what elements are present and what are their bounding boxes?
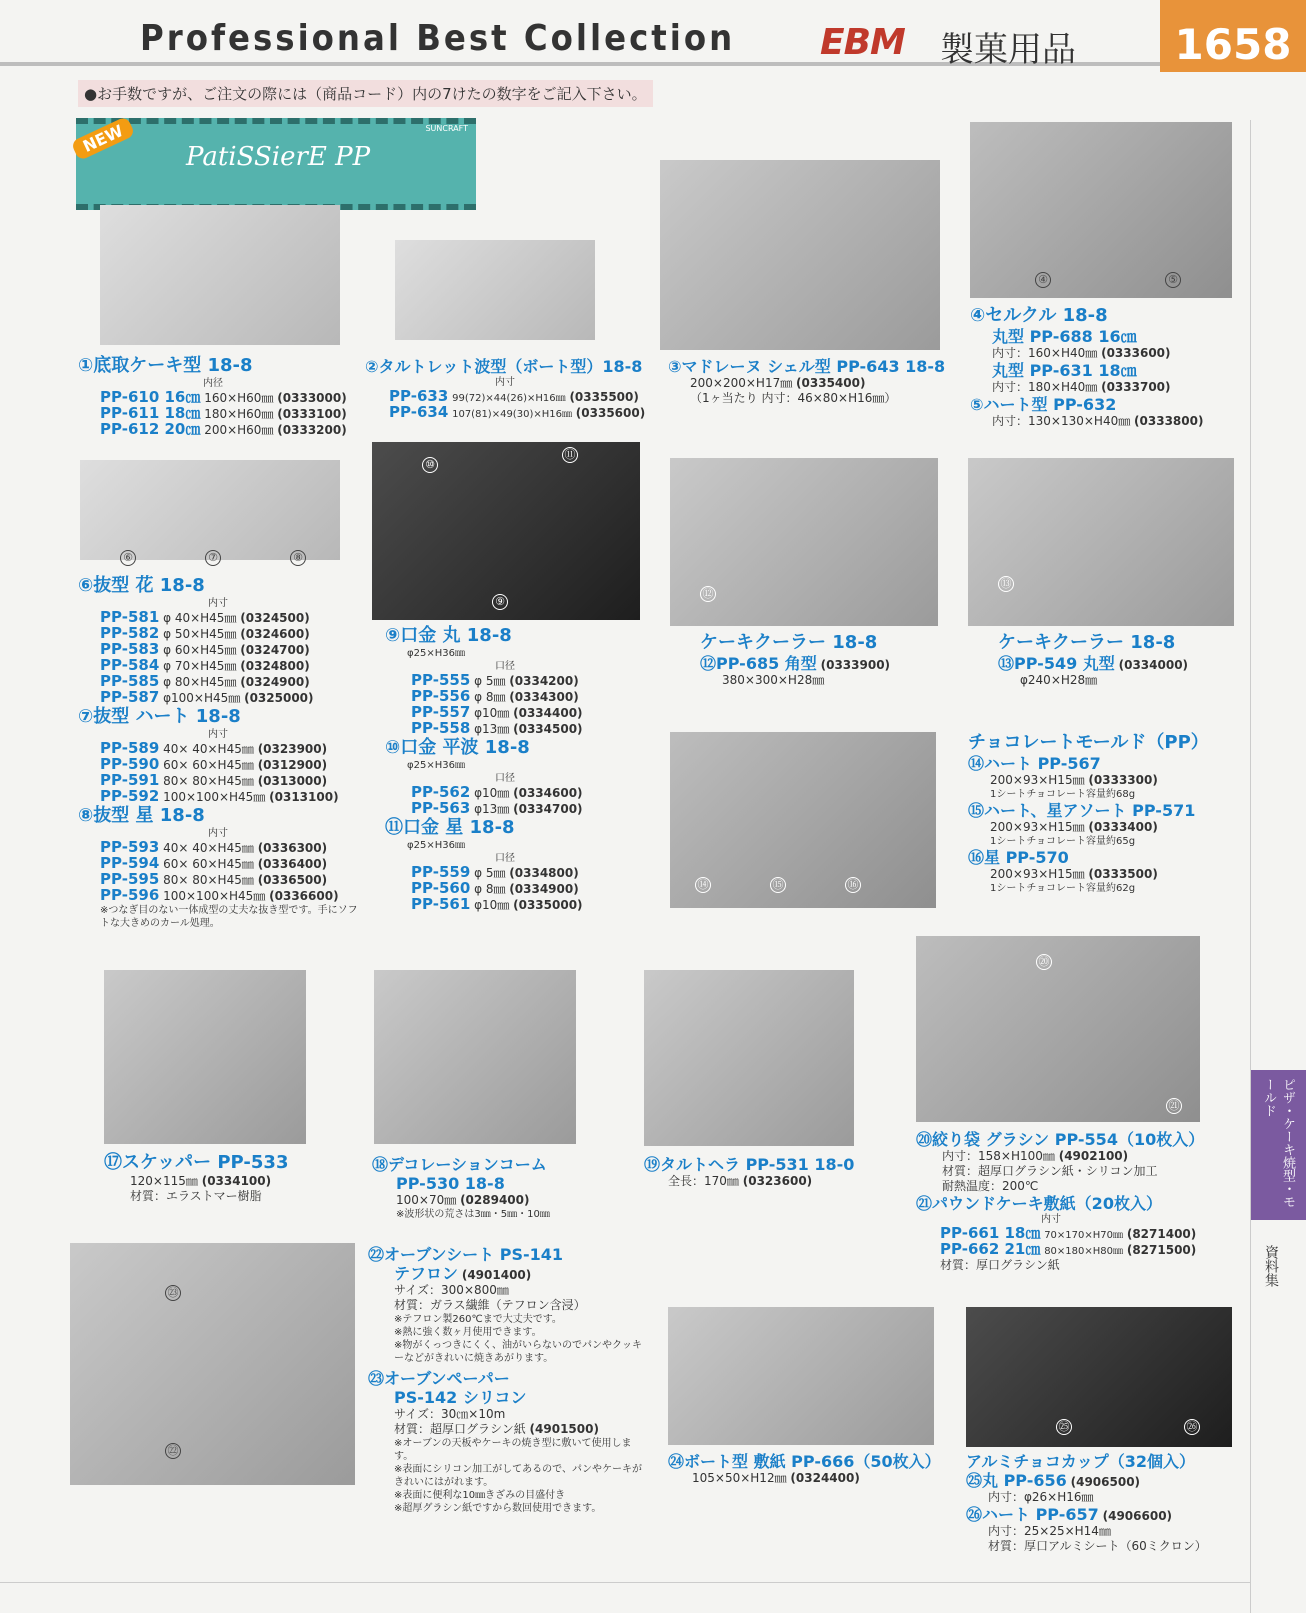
product-sub: 口径 <box>495 661 515 672</box>
size: φ 8㎜ <box>474 690 506 704</box>
product-22-23 <box>368 1245 643 1515</box>
product-title: ⑤ハート型 PP-632 <box>970 395 1117 414</box>
photo-scraper <box>104 970 306 1144</box>
code: PP-581 <box>100 608 160 626</box>
code: PP-562 <box>411 783 471 801</box>
spec: 200×93×H15㎜ <box>990 773 1085 787</box>
code: PP-595 <box>100 870 160 888</box>
note: ※波形状の荒さは3㎜・5㎜・10㎜ <box>396 1209 550 1220</box>
product-title: ケーキクーラー 18-8 <box>700 632 878 653</box>
product-title: ⑨口金 丸 18-8 <box>385 625 512 646</box>
product-title: ⑱デコレーションコーム <box>372 1155 547 1174</box>
id: (0333900) <box>820 658 891 672</box>
id: (0335600) <box>575 406 646 420</box>
id: (0333300) <box>1088 773 1158 787</box>
label-20: ⑳ <box>1036 954 1052 970</box>
variant-title: 丸型 PP-688 16㎝ <box>992 327 1137 346</box>
variant-title: ⑯星 PP-570 <box>968 848 1069 867</box>
product-sub: 口径 <box>495 853 515 864</box>
code: PP-585 <box>100 672 160 690</box>
size: 60× 60×H45㎜ <box>163 857 254 871</box>
product-3 <box>668 357 958 406</box>
size: 40× 40×H45㎜ <box>163 841 254 855</box>
id: (0324400) <box>790 1471 860 1485</box>
photo-choco-molds <box>670 732 936 908</box>
size: 80×180×H80㎜ <box>1044 1246 1124 1257</box>
product-title: ①底取ケーキ型 18-8 <box>78 355 253 376</box>
photo-comb <box>374 970 576 1144</box>
code: PP-611 18㎝ <box>100 404 201 422</box>
code: PP-530 18-8 <box>396 1174 505 1193</box>
photo-cooler-square <box>670 458 938 626</box>
variant-title: ⑮ハート、星アソート PP-571 <box>968 801 1196 820</box>
product-title: ②タルトレット波型（ボート型）18-8 <box>365 357 643 376</box>
spec: 全長：170㎜ <box>668 1174 739 1188</box>
code: PP-583 <box>100 640 160 658</box>
product-title: ㉓オーブンペーパー <box>368 1369 510 1388</box>
product-title: ⑧抜型 星 18-8 <box>78 805 205 826</box>
label-26: ㉖ <box>1184 1419 1200 1435</box>
photo-spatula <box>644 970 854 1146</box>
spec: 100×70㎜ <box>396 1193 457 1207</box>
spec: 内寸：130×130×H40㎜ <box>992 414 1131 428</box>
photo-cercle <box>970 122 1232 298</box>
id: (0333400) <box>1088 820 1158 834</box>
label-8: ⑧ <box>290 550 306 566</box>
spec: サイズ：300×800㎜ <box>394 1283 509 1297</box>
product-title: ㉒オーブンシート PS-141 <box>368 1245 564 1264</box>
id: (0336500) <box>257 873 328 887</box>
label-5: ⑤ <box>1165 272 1181 288</box>
spec: 200×93×H15㎜ <box>990 820 1085 834</box>
label-25: ㉕ <box>1056 1419 1072 1435</box>
id: (0325000) <box>244 691 314 705</box>
inner-size: （1ヶ当たり 内寸：46×80×H16㎜） <box>690 391 897 405</box>
size: φ 5㎜ <box>474 674 506 688</box>
product-title: ③マドレーヌ シェル型 PP-643 18-8 <box>668 357 946 376</box>
id: (0323600) <box>742 1174 813 1188</box>
spec: φ240×H28㎜ <box>1020 673 1098 687</box>
note: ※オーブンの天板やケーキの焼き型に敷いて使用します。 <box>394 1438 632 1462</box>
label-22: ㉒ <box>165 1443 181 1459</box>
product-title: ⑪口金 星 18-8 <box>385 817 515 838</box>
id: (0334700) <box>513 802 583 816</box>
id: (0336600) <box>269 889 339 903</box>
size: φ 8㎜ <box>474 882 506 896</box>
id: (4901500) <box>529 1422 599 1436</box>
product-20-21 <box>916 1130 1236 1273</box>
product-choco <box>968 732 1248 895</box>
label-14: ⑭ <box>695 877 711 893</box>
id: (4901400) <box>461 1268 532 1282</box>
code: PP-558 <box>411 719 471 737</box>
id: (0334600) <box>513 786 583 800</box>
photo-oven-sheets <box>70 1243 355 1485</box>
spec: φ25×H36㎜ <box>407 840 465 851</box>
material: 材質：エラストマー樹脂 <box>130 1189 262 1203</box>
label-23: ㉓ <box>165 1285 181 1301</box>
variant-title: 丸型 PP-631 18㎝ <box>992 361 1137 380</box>
product-4-5 <box>970 305 1230 429</box>
size: 80× 80×H45㎜ <box>163 774 254 788</box>
material: 材質：超厚口グラシン紙 <box>394 1422 526 1436</box>
code: PP-594 <box>100 854 160 872</box>
variant-title: ⑭ハート PP-567 <box>968 754 1101 773</box>
spec: 105×50×H12㎜ <box>692 1471 787 1485</box>
footer-rule <box>0 1582 1250 1583</box>
order-notice: ●お手数ですが、ご注文の際には（商品コード）内の7けたの数字をご記入下さい。 <box>78 80 653 107</box>
size: 200×200×H17㎜ <box>690 376 793 390</box>
label-13: ⑬ <box>998 576 1014 592</box>
product-title: ④セルクル 18-8 <box>970 305 1108 326</box>
id: (0324700) <box>240 643 310 657</box>
photo-cooler-round <box>968 458 1234 626</box>
photo-madeleine <box>660 160 940 350</box>
size: 100×100×H45㎜ <box>163 889 266 903</box>
index-tab-current[interactable]: ピザ・ケーキ焼型・モールド <box>1251 1070 1306 1220</box>
code: PP-555 <box>411 671 471 689</box>
label-9: ⑨ <box>492 594 508 610</box>
variant-title: ㉖ハート PP-657 <box>966 1505 1099 1524</box>
product-17 <box>104 1152 354 1204</box>
id: (0333800) <box>1134 414 1204 428</box>
size: φ 40×H45㎜ <box>163 611 237 625</box>
size: φ10㎜ <box>474 706 510 720</box>
code: PP-591 <box>100 771 160 789</box>
product-title: ⑲タルトヘラ PP-531 18-0 <box>644 1155 855 1174</box>
material: 材質：厚口アルミシート（60ミクロン） <box>988 1539 1207 1553</box>
code: PP-556 <box>411 687 471 705</box>
label-15: ⑮ <box>770 877 786 893</box>
size: φ 80×H45㎜ <box>163 675 237 689</box>
id: (0313100) <box>269 790 339 804</box>
product-sub: 内寸 <box>495 377 515 388</box>
code: PP-593 <box>100 838 160 856</box>
size: 60× 60×H45㎜ <box>163 758 254 772</box>
code: PP-610 16㎝ <box>100 388 201 406</box>
code: PP-560 <box>411 879 471 897</box>
code: PP-589 <box>100 739 160 757</box>
product-title: ⑳絞り袋 グラシン PP-554（10枚入） <box>916 1130 1205 1149</box>
variant-title: ⑬PP-549 丸型 <box>998 654 1115 673</box>
photo-boat-paper <box>668 1307 934 1445</box>
product-sub: 内寸 <box>208 598 228 609</box>
series-logo: PatiSSierE PP <box>186 142 371 172</box>
id: (0324600) <box>240 627 310 641</box>
size: φ 70×H45㎜ <box>163 659 237 673</box>
code: PP-662 21㎝ <box>940 1240 1041 1258</box>
photo-alu-cups <box>966 1307 1232 1447</box>
product-9-11 <box>385 625 655 913</box>
material: 材質：超厚口グラシン紙・シリコン加工 <box>942 1164 1158 1178</box>
variant-title: テフロン <box>394 1264 459 1283</box>
spec: 内寸：φ26×H16㎜ <box>988 1490 1094 1504</box>
label-11: ⑪ <box>562 447 578 463</box>
category-title: 製菓用品 <box>940 30 1076 70</box>
brand-logo: EBM <box>820 22 905 63</box>
id: (0313000) <box>257 774 328 788</box>
page-title: Professional Best Collection <box>140 18 736 59</box>
product-title: ㉔ボート型 敷紙 PP-666（50枚入） <box>668 1452 941 1471</box>
product-sub: 内径 <box>203 378 223 389</box>
photo-piping-bags <box>916 936 1200 1122</box>
size: 80× 80×H45㎜ <box>163 873 254 887</box>
id: (0333600) <box>1101 346 1171 360</box>
code: PP-634 <box>389 403 449 421</box>
size: 200×H60㎜ <box>204 423 274 437</box>
product-24 <box>668 1452 958 1486</box>
size: 99(72)×44(26)×H16㎜ <box>452 393 566 404</box>
code: PP-661 18㎝ <box>940 1224 1041 1242</box>
spec: φ25×H36㎜ <box>407 760 465 771</box>
code: PP-561 <box>411 895 471 913</box>
id: (0334000) <box>1118 658 1189 672</box>
id: (4902100) <box>1058 1149 1129 1163</box>
code: PP-563 <box>411 799 471 817</box>
code: PP-582 <box>100 624 160 642</box>
code: PP-596 <box>100 886 160 904</box>
code: PP-584 <box>100 656 160 674</box>
product-13 <box>998 632 1248 688</box>
note: ※熱に強く数ヶ月使用できます。 <box>394 1327 542 1338</box>
label-10: ⑩ <box>422 457 438 473</box>
id: (8271400) <box>1126 1227 1197 1241</box>
variant-title: ㉕丸 PP-656 <box>966 1471 1067 1490</box>
patissiere-banner <box>76 118 476 210</box>
code: PP-557 <box>411 703 471 721</box>
id: (0333000) <box>277 391 347 405</box>
code: PP-590 <box>100 755 160 773</box>
code: PP-633 <box>389 387 449 405</box>
product-title: ⑰スケッパー PP-533 <box>104 1152 289 1173</box>
id: (0334100) <box>201 1174 272 1188</box>
id: (0289400) <box>460 1193 530 1207</box>
page-number: 1658 <box>1160 0 1306 72</box>
id: (0335000) <box>513 898 583 912</box>
id: (0336300) <box>257 841 328 855</box>
id: (0334800) <box>509 866 579 880</box>
id: (0334500) <box>513 722 583 736</box>
id: (8271500) <box>1126 1243 1197 1257</box>
spec: 200×93×H15㎜ <box>990 867 1085 881</box>
size: φ10㎜ <box>474 786 510 800</box>
product-1 <box>78 355 368 438</box>
product-sub: 口径 <box>495 773 515 784</box>
code: PP-587 <box>100 688 160 706</box>
spec: φ25×H36㎜ <box>407 648 465 659</box>
id: (0312900) <box>257 758 328 772</box>
product-19 <box>644 1155 894 1189</box>
new-badge: NEW <box>70 116 135 161</box>
id: (0333100) <box>277 407 347 421</box>
size: 70×170×H70㎜ <box>1044 1230 1124 1241</box>
spec: 380×300×H28㎜ <box>722 673 825 687</box>
product-sub: 内寸 <box>208 828 228 839</box>
size: 160×H60㎜ <box>204 391 274 405</box>
id: (4906500) <box>1070 1475 1141 1489</box>
id: (0335400) <box>796 376 866 390</box>
code: PP-612 20㎝ <box>100 420 201 438</box>
size: φ13㎜ <box>474 802 510 816</box>
product-title: ⑦抜型 ハート 18-8 <box>78 706 241 727</box>
product-title: ケーキクーラー 18-8 <box>998 632 1176 653</box>
index-sidebar <box>1250 120 1306 1613</box>
spec: サイズ：30㎝×10m <box>394 1407 506 1421</box>
id: (0333700) <box>1101 380 1171 394</box>
label-6: ⑥ <box>120 550 136 566</box>
product-sub: 内寸 <box>1041 1214 1061 1225</box>
note: 1シートチョコレート容量約62g <box>990 883 1136 894</box>
product-title: アルミチョコカップ（32個入） <box>966 1452 1195 1471</box>
label-7: ⑦ <box>205 550 221 566</box>
product-sub: 内寸 <box>208 729 228 740</box>
product-note: ※つなぎ目のない一体成型の丈夫な抜き型です。手にソフトな大きめのカール処理。 <box>100 905 358 929</box>
material: 材質：厚口グラシン紙 <box>940 1258 1060 1272</box>
id: (0324500) <box>240 611 310 625</box>
photo-nozzles <box>372 442 640 620</box>
note: ※テフロン製260℃まで大丈夫です。 <box>394 1314 562 1325</box>
product-title: ⑩口金 平波 18-8 <box>385 737 530 758</box>
label-21: ㉑ <box>1166 1098 1182 1114</box>
size: 40× 40×H45㎜ <box>163 742 254 756</box>
size: φ100×H45㎜ <box>163 691 241 705</box>
photo-cutters <box>80 460 340 564</box>
note: ※物がくっつきにくく、油がいらないのでパンやクッキーなどがきれいに焼きあがります。 <box>394 1340 642 1364</box>
id: (4906600) <box>1102 1509 1173 1523</box>
note: ※表面に便利な10㎜きざみの目盛付き <box>394 1490 566 1501</box>
photo-tartlet <box>395 240 595 340</box>
id: (0333200) <box>277 423 347 437</box>
id: (0324800) <box>240 659 310 673</box>
product-title: ⑥抜型 花 18-8 <box>78 575 205 596</box>
size: φ 50×H45㎜ <box>163 627 237 641</box>
id: (0333500) <box>1088 867 1158 881</box>
id: (0334200) <box>509 674 579 688</box>
code: PP-592 <box>100 787 160 805</box>
note: ※超厚グラシン紙ですから数回使用できます。 <box>394 1503 602 1514</box>
product-alu <box>966 1452 1246 1554</box>
id: (0334400) <box>513 706 583 720</box>
label-16: ⑯ <box>845 877 861 893</box>
label-12: ⑫ <box>700 586 716 602</box>
id: (0336400) <box>257 857 328 871</box>
size: φ 60×H45㎜ <box>163 643 237 657</box>
note: 1シートチョコレート容量約68g <box>990 789 1136 800</box>
index-tab-reference[interactable]: 資料集 <box>1263 1245 1279 1287</box>
id: (0335500) <box>569 390 639 404</box>
photo-cake-ring <box>100 205 340 345</box>
size: φ13㎜ <box>474 722 510 736</box>
note: ※表面にシリコン加工がしてあるので、パンやケーキがきれいにはがれます。 <box>394 1464 642 1488</box>
spec: 内寸：158×H100㎜ <box>942 1149 1055 1163</box>
spec: 内寸：160×H40㎜ <box>992 346 1098 360</box>
variant-title: PS-142 シリコン <box>394 1388 527 1407</box>
id: (0334900) <box>509 882 579 896</box>
id: (0334300) <box>509 690 579 704</box>
spec: 120×115㎜ <box>130 1174 198 1188</box>
maker-label: SUNCRAFT <box>425 124 468 133</box>
material: 材質：ガラス繊維（テフロン含浸） <box>394 1298 586 1312</box>
size: 180×H60㎜ <box>204 407 274 421</box>
product-6-8 <box>78 575 368 930</box>
note: 1シートチョコレート容量約65g <box>990 836 1136 847</box>
size: φ10㎜ <box>474 898 510 912</box>
code: PP-559 <box>411 863 471 881</box>
size: 107(81)×49(30)×H16㎜ <box>452 409 572 420</box>
label-4: ④ <box>1035 272 1051 288</box>
size: φ 5㎜ <box>474 866 506 880</box>
variant-title: ⑫PP-685 角型 <box>700 654 817 673</box>
spec: 内寸：180×H40㎜ <box>992 380 1098 394</box>
product-2 <box>365 357 655 421</box>
product-12 <box>700 632 950 688</box>
product-title: ㉑パウンドケーキ敷紙（20枚入） <box>916 1194 1162 1213</box>
id: (0323900) <box>257 742 328 756</box>
product-18 <box>372 1155 622 1221</box>
id: (0324900) <box>240 675 310 689</box>
product-title: チョコレートモールド（PP） <box>968 732 1209 753</box>
heat: 耐熱温度：200℃ <box>942 1179 1039 1193</box>
size: 100×100×H45㎜ <box>163 790 266 804</box>
spec: 内寸：25×25×H14㎜ <box>988 1524 1111 1538</box>
